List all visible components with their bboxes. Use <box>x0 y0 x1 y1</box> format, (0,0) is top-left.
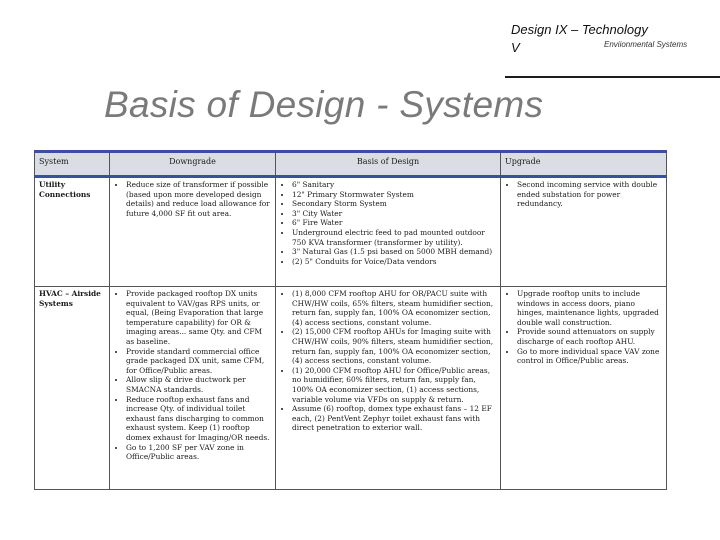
header-title <box>511 22 648 55</box>
basis-cell <box>276 287 501 490</box>
list-item: • (1) 8,000 CFM rooftop AHU for OR/PACU suite with CHW/HW coils, 65% filters, steam humidifier section, return fan, supply fan, 100% OA economizer section, (4) access sections, constant volume. <box>292 289 496 327</box>
list-item: • Provide packaged rooftop DX units equivalent to VAV/gas RPS units, or equal, (Being Evaporation that large temperature capability) for OR & imaging areas... same Qty. and CFM as baseline. <box>126 289 271 347</box>
system-cell: Utility Connections <box>35 177 110 287</box>
list-item: • (2) 15,000 CFM rooftop AHUs for Imaging suite with CHW/HW coils, 90% filters, steam humidifier section, return fan, supply fan, 100% OA economizer section, (4) access sections, constant volume. <box>292 327 496 365</box>
list-item: • 3" Natural Gas (1.5 psi based on 5000 MBH demand) <box>292 247 496 257</box>
system-cell: HVAC – Airside Systems <box>35 287 110 490</box>
basis-list <box>280 180 496 266</box>
basis-cell <box>276 177 501 287</box>
upgrade-cell <box>501 177 667 287</box>
basis-of-design-table <box>34 150 667 490</box>
list-item: • Assume (6) rooftop, domex type exhaust fans – 12 EF each, (2) PentVent Zephyr toilet exhaust fans with direct penetration to exterior wall. <box>292 404 496 433</box>
downgrade-cell <box>110 177 276 287</box>
upgrade-list <box>505 180 662 209</box>
list-item: • Provide sound attenuators on supply discharge of each rooftop AHU. <box>517 327 662 346</box>
downgrade-list <box>114 289 271 462</box>
upgrade-list <box>505 289 662 366</box>
list-item: • 6" Fire Water <box>292 218 496 228</box>
header-title-line1: Design IX – Technology <box>511 22 648 37</box>
downgrade-list <box>114 180 271 218</box>
slide-title: Basis of Design - Systems <box>104 84 544 125</box>
table-row <box>35 287 667 490</box>
list-item: • 6" Sanitary <box>292 180 496 190</box>
col-header-basis: Basis of Design <box>276 152 501 177</box>
list-item: • (2) 5" Conduits for Voice/Data vendors <box>292 257 496 267</box>
list-item: • Upgrade rooftop units to include windows in access doors, piano hinges, maintenance lights, upgraded double wall construction. <box>517 289 662 327</box>
list-item: • 3" City Water <box>292 209 496 219</box>
list-item: • Provide standard commercial office grade packaged DX unit, same CFM, for Office/Public areas. <box>126 347 271 376</box>
list-item: • Reduce size of transformer if possible (based upon more developed design details) and reduce load allowance for future 4,000 SF fit out area. <box>126 180 271 218</box>
table-header-row <box>35 152 667 177</box>
list-item: • Go to more individual space VAV zone control in Office/Public areas. <box>517 347 662 366</box>
downgrade-cell <box>110 287 276 490</box>
list-item: • (1) 20,000 CFM rooftop AHU for Office/Public areas, no humidifier, 60% filters, return fan, supply fan, 100% OA economizer section, (1) access sections, variable volume via VFDs on supply & return. <box>292 366 496 404</box>
list-item: • Underground electric feed to pad mounted outdoor 750 KVA transformer (transformer by utility). <box>292 228 496 247</box>
upgrade-cell <box>501 287 667 490</box>
col-header-system: System <box>35 152 110 177</box>
list-item: • Reduce rooftop exhaust fans and increase Qty. of individual toilet exhaust fans discharging to common exhaust system. Keep (1) rooftop domex exhaust for Imaging/OR needs. <box>126 395 271 443</box>
list-item: • Allow slip & drive ductwork per SMACNA standards. <box>126 375 271 394</box>
list-item: • Go to 1,200 SF per VAV zone in Office/Public areas. <box>126 443 271 462</box>
list-item: • Secondary Storm System <box>292 199 496 209</box>
table-row <box>35 177 667 287</box>
list-item: • Second incoming service with double ended substation for power redundancy. <box>517 180 662 209</box>
col-header-downgrade: Downgrade <box>110 152 276 177</box>
header-title-line2: V <box>511 40 520 55</box>
basis-list <box>280 289 496 433</box>
header-subtitle: Enviionmental Systems <box>604 40 688 49</box>
header-divider <box>505 76 720 78</box>
col-header-upgrade: Upgrade <box>501 152 667 177</box>
list-item: • 12" Primary Stormwater System <box>292 190 496 200</box>
